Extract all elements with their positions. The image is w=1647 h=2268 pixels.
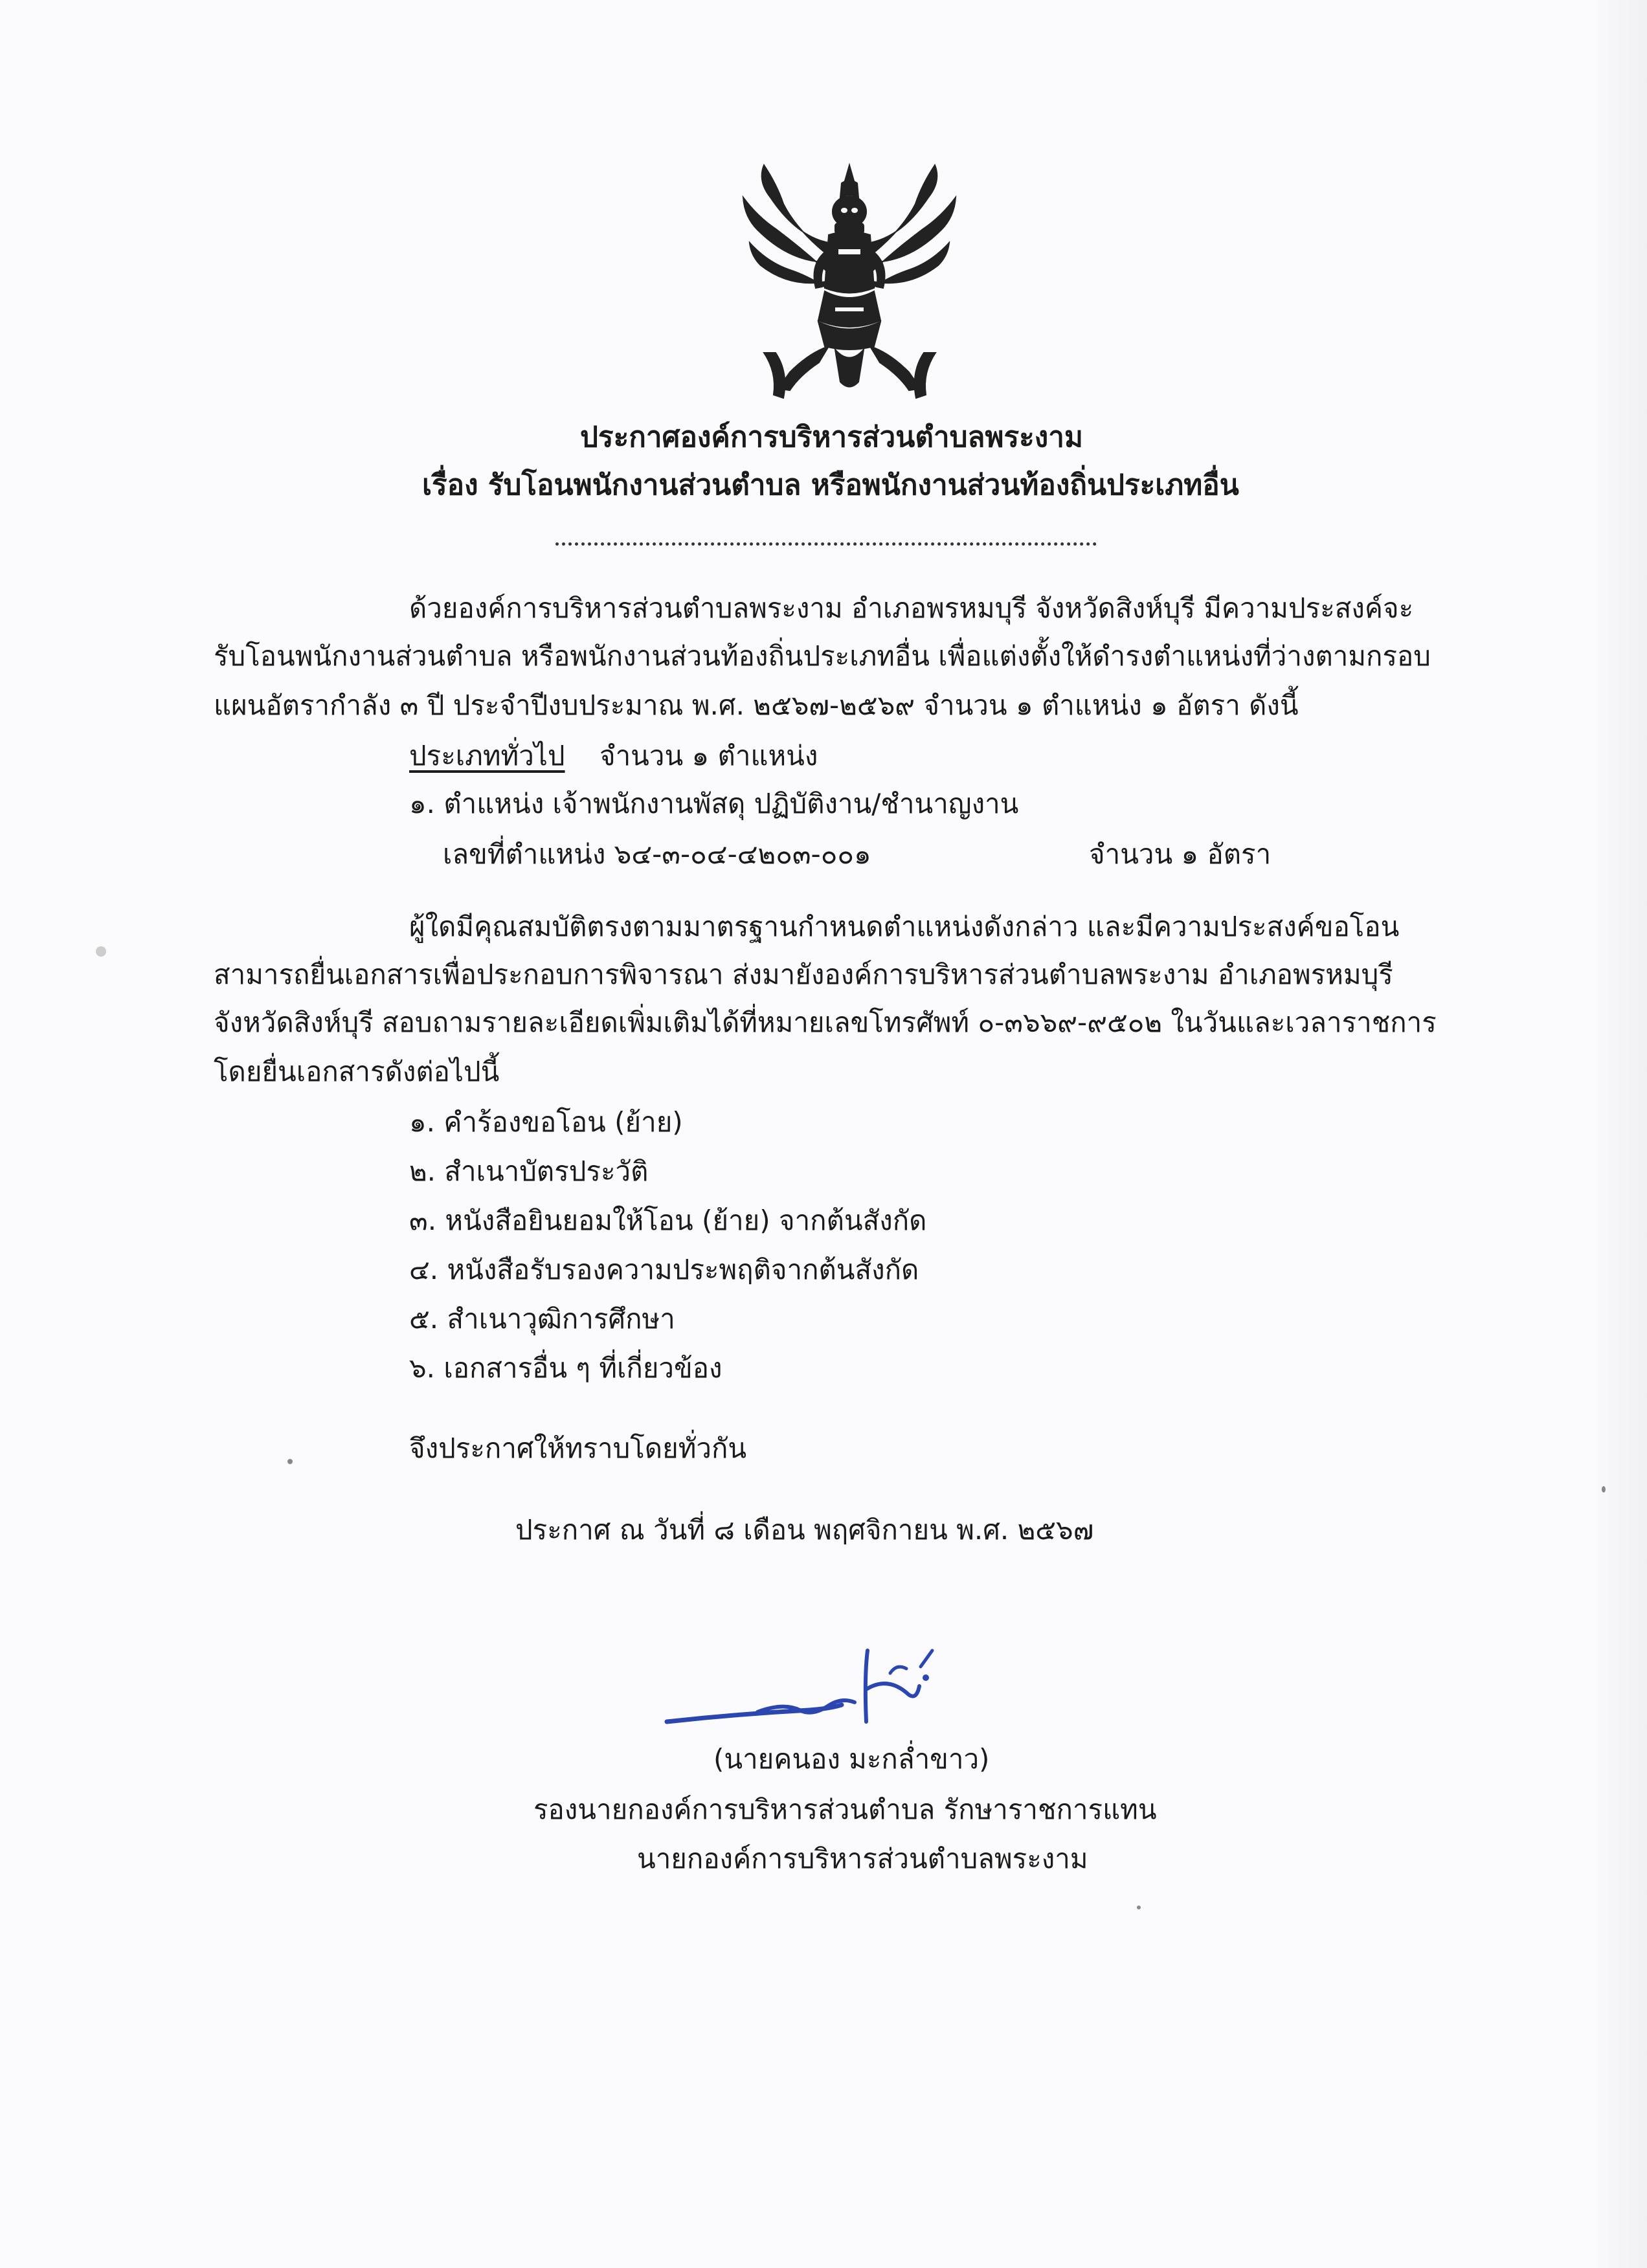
signatory-position-2: นายกองค์การบริหารส่วนตำบลพระงาม bbox=[637, 1843, 1088, 1874]
closing-statement: จึงประกาศให้ทราบโดยทั่วกัน bbox=[409, 1432, 747, 1464]
announcement-subject: เรื่อง รับโอนพนักงานส่วนตำบล หรือพนักงานส่วนท้องถิ่นประเภทอื่น bbox=[422, 469, 1239, 502]
qualification-line-4: โดยยื่นเอกสารดังต่อไปนี้ bbox=[214, 1056, 500, 1087]
page-edge-shadow bbox=[1589, 0, 1647, 2268]
garuda-emblem bbox=[738, 159, 961, 405]
category-label: ประเภททั่วไป bbox=[409, 740, 565, 772]
qualification-line-3: จังหวัดสิงห์บุรี สอบถามรายละเอียดเพิ่มเติมได้ที่หมายเลขโทรศัพท์ ๐-๓๖๖๙-๙๕๐๒ ในวันและเวลาราชการ bbox=[214, 1006, 1437, 1038]
qualification-line-2: สามารถยื่นเอกสารเพื่อประกอบการพิจารณา ส่งมายังองค์การบริหารส่วนตำบลพระงาม อำเภอพรหมบุรี bbox=[214, 959, 1393, 990]
document-item-6: ๖. เอกสารอื่น ๆ ที่เกี่ยวข้อง bbox=[409, 1352, 723, 1384]
announcement-date: ประกาศ ณ วันที่ ๘ เดือน พฤศจิกายน พ.ศ. ๒๕๖๗ bbox=[515, 1514, 1094, 1546]
document-item-2: ๒. สำเนาบัตรประวัติ bbox=[409, 1155, 649, 1187]
signatory-position-1: รองนายกองค์การบริหารส่วนตำบล รักษาราชการแทน bbox=[533, 1794, 1157, 1825]
scan-speck bbox=[1602, 1486, 1606, 1493]
scan-speck bbox=[96, 946, 106, 957]
document-item-4: ๔. หนังสือรับรองความประพฤติจากต้นสังกัด bbox=[409, 1254, 919, 1285]
handwritten-signature bbox=[660, 1638, 1010, 1741]
scan-speck bbox=[1137, 1906, 1141, 1909]
intro-line-1: ด้วยองค์การบริหารส่วนตำบลพระงาม อำเภอพรหมบุรี จังหวัดสิงห์บุรี มีความประสงค์จะ bbox=[409, 592, 1414, 624]
position-number: เลขที่ตำแหน่ง ๖๔-๓-๐๔-๔๒๐๓-๐๐๑ bbox=[443, 838, 871, 870]
announcement-title: ประกาศองค์การบริหารส่วนตำบลพระงาม bbox=[580, 421, 1083, 454]
position-item: ๑. ตำแหน่ง เจ้าพนักงานพัสดุ ปฏิบัติงาน/ชำนาญงาน bbox=[409, 788, 1019, 819]
intro-line-2: รับโอนพนักงานส่วนตำบล หรือพนักงานส่วนท้องถิ่นประเภทอื่น เพื่อแต่งตั้งให้ดำรงตำแหน่งที่ว่างตามกรอบ bbox=[214, 640, 1431, 672]
signatory-name: (นายคนอง มะกล่ำขาว) bbox=[713, 1743, 990, 1775]
intro-line-3: แผนอัตรากำลัง ๓ ปี ประจำปีงบประมาณ พ.ศ. ๒๕๖๗-๒๕๖๙ จำนวน ๑ ตำแหน่ง ๑ อัตรา ดังนี้ bbox=[214, 689, 1299, 721]
document-item-5: ๕. สำเนาวุฒิการศึกษา bbox=[409, 1303, 675, 1335]
category-line bbox=[409, 738, 818, 774]
qualification-line-1: ผู้ใดมีคุณสมบัติตรงตามมาตรฐานกำหนดตำแหน่งดังกล่าว และมีความประสงค์ขอโอน bbox=[409, 911, 1400, 942]
scan-speck bbox=[287, 1459, 293, 1464]
document-item-1: ๑. คำร้องขอโอน (ย้าย) bbox=[409, 1106, 683, 1138]
position-rate: จำนวน ๑ อัตรา bbox=[1089, 838, 1272, 870]
title-separator-dots bbox=[555, 539, 1097, 546]
document-item-3: ๓. หนังสือยินยอมให้โอน (ย้าย) จากต้นสังกัด bbox=[409, 1205, 927, 1236]
category-count: จำนวน ๑ ตำแหน่ง bbox=[599, 740, 818, 772]
